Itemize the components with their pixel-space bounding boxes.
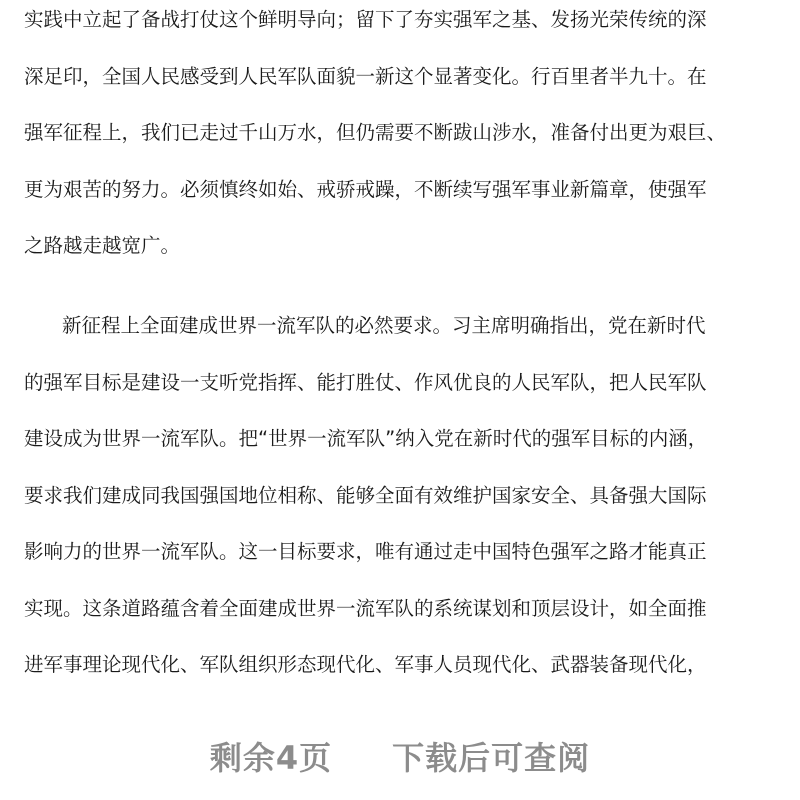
paragraph-line: 更为艰苦的努力。必须慎终如始、戒骄戒躁，不断续写强军事业新篇章，使强军	[24, 177, 707, 201]
paragraph-line: 要求我们建成同我国强国地位相称、能够全面有效维护国家安全、具备强大国际	[24, 483, 707, 507]
download-to-view-label: 下载后可查阅	[392, 739, 591, 777]
paragraph-line: 之路越走越宽广。	[24, 234, 181, 257]
paragraph-2	[24, 306, 784, 702]
remaining-pages-label: 剩余4页	[209, 739, 333, 777]
paragraph-line: 新征程上全面建成世界一流军队的必然要求。习主席明确指出，党在新时代	[62, 314, 706, 337]
paragraph-1	[24, 0, 784, 283]
paragraph-line: 实现。这条道路蕴含着全面建成世界一流军队的系统谋划和顶层设计，如全面推	[24, 596, 707, 620]
paragraph-line: 强军征程上，我们已走过千山万水，但仍需要不断跋山涉水，准备付出更为艰巨、	[24, 121, 727, 144]
download-prompt[interactable]	[0, 732, 800, 780]
paragraph-line: 的强军目标是建设一支听党指挥、能打胜仗、作风优良的人民军队，把人民军队	[24, 370, 707, 394]
paragraph-line: 深足印，全国人民感受到人民军队面貌一新这个显著变化。行百里者半九十。在	[24, 64, 707, 88]
paragraph-line: 进军事理论现代化、军队组织形态现代化、军事人员现代化、武器装备现代化，	[24, 653, 707, 676]
paragraph-line: 实践中立起了备战打仗这个鲜明导向；留下了夯实强军之基、发扬光荣传统的深	[24, 8, 707, 31]
paragraph-line: 影响力的世界一流军队。这一目标要求，唯有通过走中国特色强军之路才能真正	[24, 540, 707, 563]
paragraph-line: 建设成为世界一流军队。把“世界一流军队”纳入党在新时代的强军目标的内涵，	[24, 427, 708, 450]
